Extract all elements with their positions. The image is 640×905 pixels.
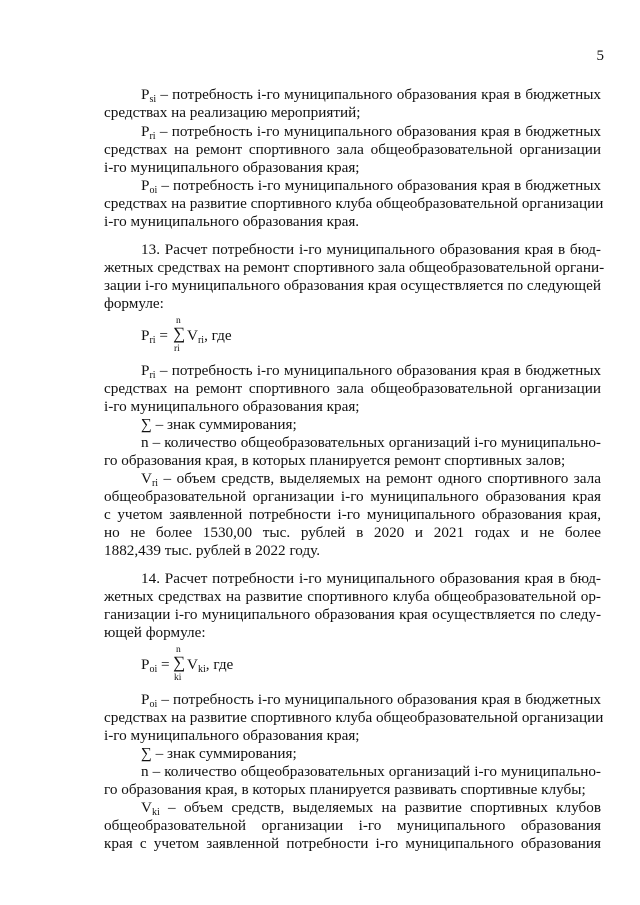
definition-p-oi: $P_{oi}$ – потребность i-го муниципального образования края в бюджетных bbox=[141, 177, 601, 196]
definition-p-ri: $P_{ri}$ – потребность i-го муниципального образования края в бюджетных bbox=[141, 362, 601, 381]
text-line: общеобразовательной организации i-го муниципального образования края bbox=[104, 488, 601, 505]
definition-v-ki: $V_{ki}$ – объем средств, выделяемых на развитие спортивных клубов bbox=[141, 799, 601, 818]
section-14-heading: 14. Расчет потребности i-го муниципального образования края в бюд- bbox=[141, 570, 601, 587]
text-line: i-го муниципального образования края; bbox=[104, 398, 360, 415]
text-line: ∑ – знак суммирования; bbox=[141, 416, 297, 433]
text-line: ∑ – знак суммирования; bbox=[141, 745, 297, 762]
sum-sign: ∑ bbox=[173, 653, 186, 672]
text-line: формуле: bbox=[104, 295, 164, 312]
section-13-heading: 13. Расчет потребности i-го муниципального образования края в бюд- bbox=[141, 241, 601, 258]
text-line: жетных средствах на развитие спортивного клуба общеобразовательной ор- bbox=[104, 588, 601, 605]
text-line: i-го муниципального образования края; bbox=[104, 159, 360, 176]
text-line: средствах на развитие спортивного клуба общеобразовательной организации bbox=[104, 709, 604, 726]
text-line: с учетом заявленной потребности i-го муниципального образования края, bbox=[104, 506, 601, 523]
definition-p-ri: $P_{ri}$ – потребность i-го муниципального образования края в бюджетных bbox=[141, 123, 601, 142]
text-line: n – количество общеобразовательных организаций i-го муниципально- bbox=[141, 763, 601, 780]
text-line: ющей формуле: bbox=[104, 624, 206, 641]
page-number: 5 bbox=[596, 48, 604, 64]
definition-v-ri: $V_{ri}$ – объем средств, выделяемых на ремонт одного спортивного зала bbox=[141, 470, 601, 489]
sum-sign: ∑ bbox=[173, 324, 186, 343]
text-line: ганизации i-го муниципального образования края осуществляется по следу- bbox=[104, 606, 601, 623]
text-line: n – количество общеобразовательных организаций i-го муниципально- bbox=[141, 434, 601, 451]
definition-p-oi: $P_{oi}$ – потребность i-го муниципального образования края в бюджетных bbox=[141, 691, 601, 710]
text-line: 1882,439 тыс. рублей в 2022 году. bbox=[104, 542, 321, 559]
text-line: средствах на развитие спортивного клуба общеобразовательной организации bbox=[104, 195, 604, 212]
text-line: го образования края, в которых планируется развивать спортивные клубы; bbox=[104, 781, 586, 798]
text-line: но не более 1530,00 тыс. рублей в 2020 и 2021 годах и не более bbox=[104, 524, 601, 541]
text-line: жетных средствах на ремонт спортивного зала общеобразовательной органи- bbox=[104, 259, 605, 276]
text-line: i-го муниципального образования края; bbox=[104, 727, 360, 744]
text-line: i-го муниципального образования края. bbox=[104, 213, 360, 230]
text-line: общеобразовательной организации i-го муниципального образования bbox=[104, 817, 601, 834]
text-line: средствах на ремонт спортивного зала общеобразовательной организации bbox=[104, 141, 601, 158]
text-line: средствах на ремонт спортивного зала общеобразовательной организации bbox=[104, 380, 601, 397]
text-line: средствах на реализацию мероприятий; bbox=[104, 104, 361, 121]
text-line: го образования края, в которых планируется ремонт спортивных залов; bbox=[104, 452, 566, 469]
document-page: 5 $P_{si}$ – потребность i-го муниципального образования края в бюджетных средствах на реализацию мероприятий; $P_{ri}$ – потребность i-го муниципального образования края в бюджетных средствах на ремонт спортивного зала общеобразовательной организации i-го муниципального образования края; $P_{oi}$ – потребность i-го муниципального образования края в бюджетных средствах на развитие спортивного клуба общеобразовательной организации i-го муниципального образования края. 13. Расчет потребности i-го муниципального образования края в бюд- жетных средствах на ремонт спортивного зала общеобразовательной органи- зации i-го муниципального образования края осуществляется по следующей формуле: $P_{ri}$ = n ∑ ri $V_{ri}$, где $P_{ri}$ – потребность i-го муниципального образования края в бюджетных средствах на ремонт спортивного зала общеобразовательной организации i-го муниципального образования края; ∑ – знак суммирования; n – количество общеобразовательных организаций i-го муниципально- го образования края, в которых планируется ремонт спортивных залов; $V_{ri}$ – объем средств, выделяемых на ремонт одного спортивного зала общеобразовательной организации i-го муниципального образования края с учетом заявленной потребности i-го муниципального образования края, но не более 1530,00 тыс. рублей в 2020 и 2021 годах и не более 1882,439 тыс. рублей в 2022 году. 14. Расчет потребности i-го муниципального образования края в бюд- жетных средствах на развитие спортивного клуба общеобразовательной ор- ганизации i-го муниципального образования края осуществляется по следу- ющей формуле: $P_{oi}$ = n ∑ ki $V_{ki}$, где $P_{oi}$ – потребность i-го муниципального образования края в бюджетных средствах на развитие спортивного клуба общеобразовательной организации i-го муниципального образования края; ∑ – знак суммирования; n – количество общеобразовательных организаций i-го муниципально- го образования края, в которых планируется развивать спортивные клубы; $V_{ki}$ – объем средств, выделяемых на развитие спортивных клубов общеобразовательной организации i-го муниципального образования края с учетом заявленной потребности i-го муниципального образования bbox=[104, 48, 605, 852]
text-line: края с учетом заявленной потребности i-го муниципального образования bbox=[104, 835, 601, 852]
definition-p-si: $P_{si}$ – потребность i-го муниципального образования края в бюджетных bbox=[141, 86, 601, 105]
text-line: зации i-го муниципального образования края осуществляется по следующей bbox=[104, 277, 601, 294]
